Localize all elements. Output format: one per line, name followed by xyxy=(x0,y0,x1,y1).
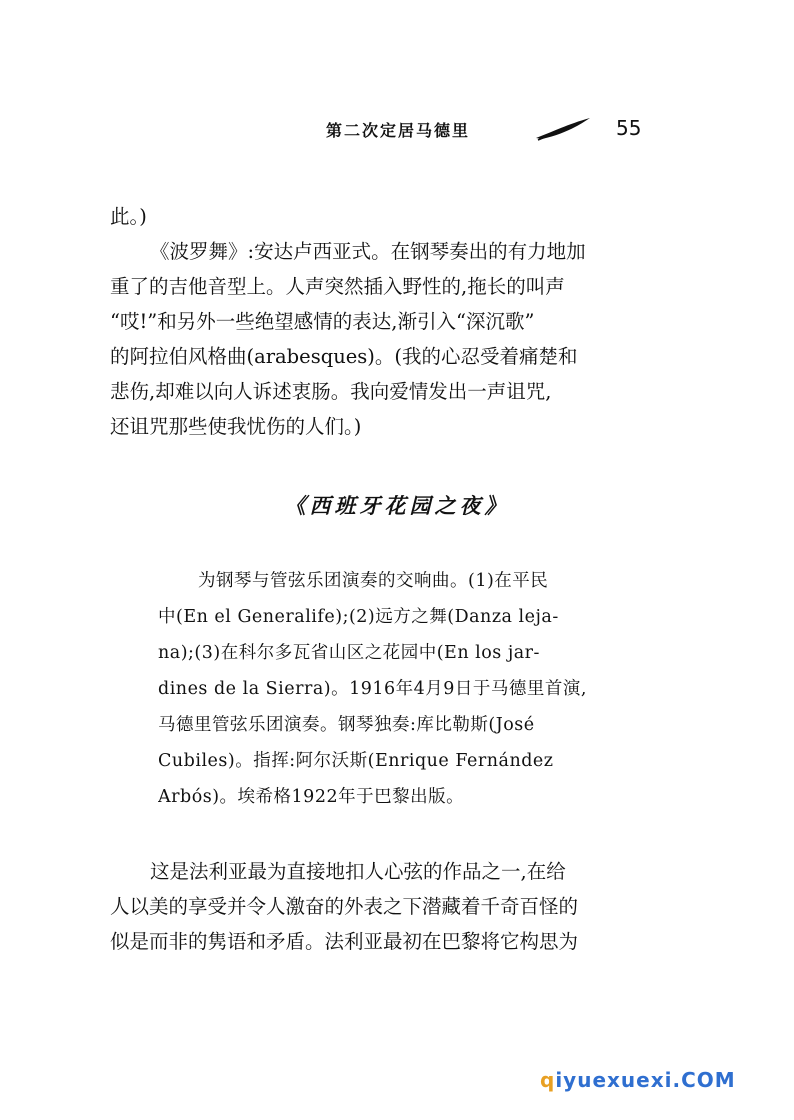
page-number: 55 xyxy=(616,116,642,140)
watermark-text: iyuexuexi.COM xyxy=(555,1068,736,1092)
text-line: 人以美的享受并令人激奋的外表之下潜藏着千奇百怪的 xyxy=(110,895,579,918)
page-header xyxy=(326,116,656,146)
note-line: Arbós)。埃希格1922年于巴黎出版。 xyxy=(158,787,465,807)
work-note xyxy=(158,563,674,815)
text-line: 还诅咒那些使我忧伤的人们。) xyxy=(110,415,362,438)
text-line: 《波罗舞》:安达卢西亚式。在钢琴奏出的有力地加 xyxy=(150,240,586,263)
text-line: 的阿拉伯风格曲(arabesques)。(我的心忍受着痛楚和 xyxy=(110,345,578,368)
note-line: na);(3)在科尔多瓦省山区之花园中(En los jar- xyxy=(158,643,540,663)
text-line: “哎!”和另外一些绝望感情的表达,渐引入“深沉歌” xyxy=(110,310,535,333)
text-line: 悲伤,却难以向人诉述衷肠。我向爱情发出一声诅咒, xyxy=(110,380,552,403)
text-line: 重了的吉他音型上。人声突然插入野性的,拖长的叫声 xyxy=(110,275,565,298)
text-line: 这是法利亚最为直接地扣人心弦的作品之一,在给 xyxy=(150,860,566,883)
section-title: 《西班牙花园之夜》 xyxy=(284,493,510,518)
site-watermark xyxy=(540,1068,736,1092)
note-line: 马德里管弦乐团演奏。钢琴独奏:库比勒斯(José xyxy=(158,715,535,735)
text-line: 此。) xyxy=(110,205,147,228)
note-line: dines de la Sierra)。1916年4月9日于马德里首演, xyxy=(158,679,587,699)
paragraph-commentary xyxy=(110,854,674,959)
text-line: 似是而非的隽语和矛盾。法利亚最初在巴黎将它构思为 xyxy=(110,930,579,953)
running-title: 第二次定居马德里 xyxy=(326,121,471,140)
watermark-prefix: q xyxy=(540,1068,556,1092)
paragraph-polo-description xyxy=(110,199,674,444)
note-line: 为钢琴与管弦乐团演奏的交响曲。(1)在平民 xyxy=(198,571,549,591)
note-line: 中(En el Generalife);(2)远方之舞(Danza leja- xyxy=(158,607,559,627)
note-line: Cubiles)。指挥:阿尔沃斯(Enrique Fernández xyxy=(158,751,554,771)
quill-pen-icon xyxy=(534,116,592,142)
